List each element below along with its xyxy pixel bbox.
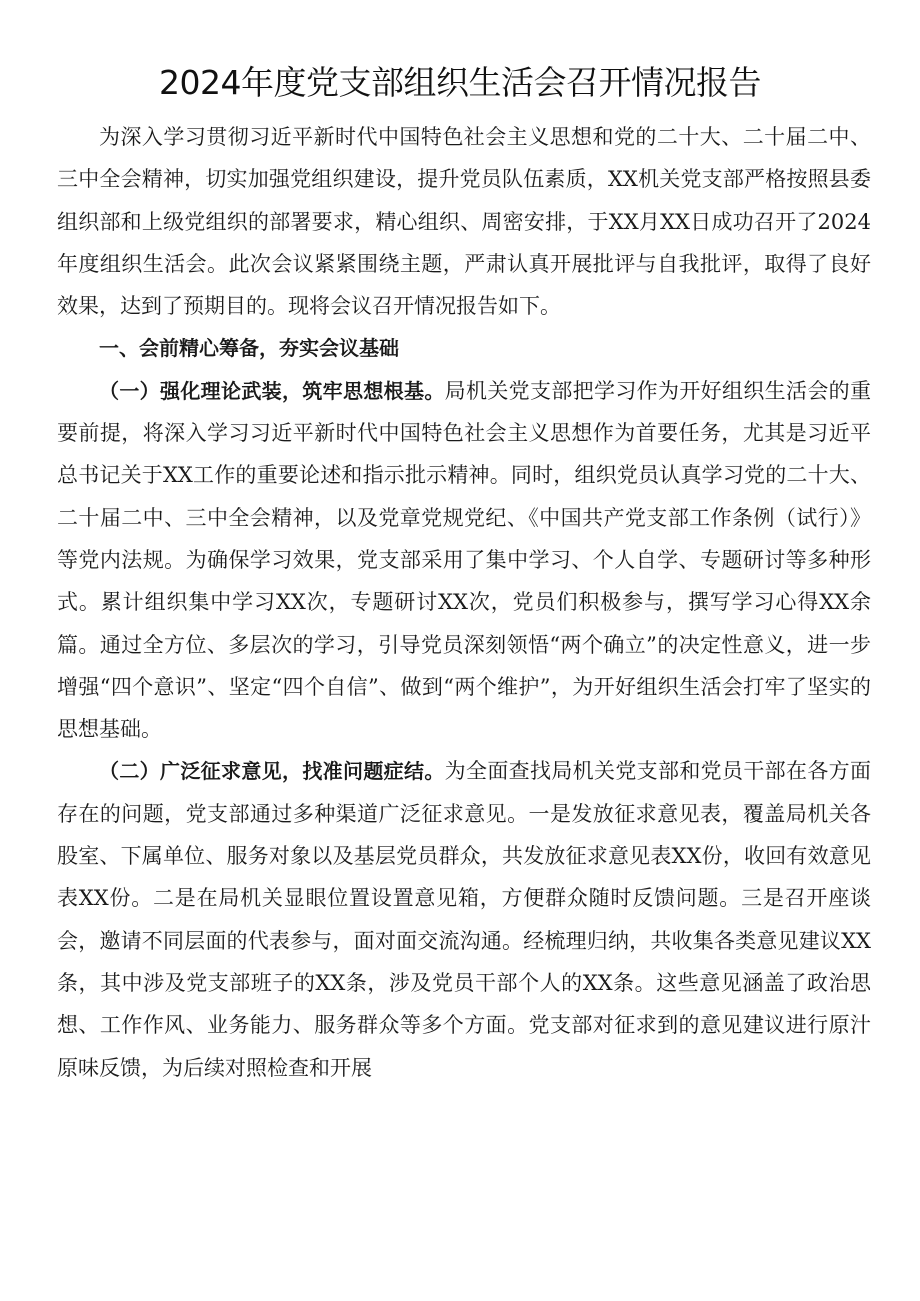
subsection-text-1: 局机关党支部把学习作为开好组织生活会的重要前提，将深入学习习近平新时代中国特色社会主义思想作为首要任务，尤其是习近平总书记关于XX工作的重要论述和指示批示精神。同时，组织党员认真学习党的二十大、二十届二中、三中全会精神，以及党章党规党纪、《中国共产党支部工作条例（试行）》等党内法规。为确保学习效果，党支部采用了集中学习、个人自学、专题研讨等多种形式。累计组织集中学习XX次，专题研讨XX次，党员们积极参与，撰写学习心得XX余篇。通过全方位、多层次的学习，引导党员深刻领悟“两个确立”的决定性意义，进一步增强“四个意识”、坚定“四个自信”、做到“两个维护”，为开好组织生活会打牢了坚实的思想基础。 <box>57 378 872 742</box>
intro-paragraph: 为深入学习贯彻习近平新时代中国特色社会主义思想和党的二十大、二十届二中、三中全会精神，切实加强党组织建设，提升党员队伍素质，XX机关党支部严格按照县委组织部和上级党组织的部署要求，精心组织、周密安排，于XX月XX日成功召开了2024年度组织生活会。此次会议紧紧围绕主题，严肃认真开展批评与自我批评，取得了良好效果，达到了预期目的。现将会议召开情况报告如下。 <box>57 125 871 319</box>
document-title: 2024年度党支部组织生活会召开情况报告 <box>159 63 761 102</box>
subsection-paragraph-2 <box>57 750 871 1088</box>
subsection-lead-2: （二）广泛征求意见，找准问题症结。 <box>99 759 445 784</box>
subsection-lead-1: （一）强化理论武装，筑牢思想根基。 <box>99 378 445 403</box>
document-body <box>57 116 871 1089</box>
section-heading: 一、会前精心筹备，夯实会议基础 <box>99 336 399 361</box>
subsection-text-2: 为全面查找局机关党支部和党员干部在各方面存在的问题，党支部通过多种渠道广泛征求意见。一是发放征求意见表，覆盖局机关各股室、下属单位、服务对象以及基层党员群众，共发放征求意见表XX份，收回有效意见表XX份。二是在局机关显眼位置设置意见箱，方便群众随时反馈问题。三是召开座谈会，邀请不同层面的代表参与，面对面交流沟通。经梳理归纳，共收集各类意见建议XX条，其中涉及党支部班子的XX条，涉及党员干部个人的XX条。这些意见涵盖了政治思想、工作作风、业务能力、服务群众等多个方面。党支部对征求到的意见建议进行原汁原味反馈，为后续对照检查和开展 <box>57 759 872 1080</box>
subsection-paragraph-1 <box>57 370 871 751</box>
